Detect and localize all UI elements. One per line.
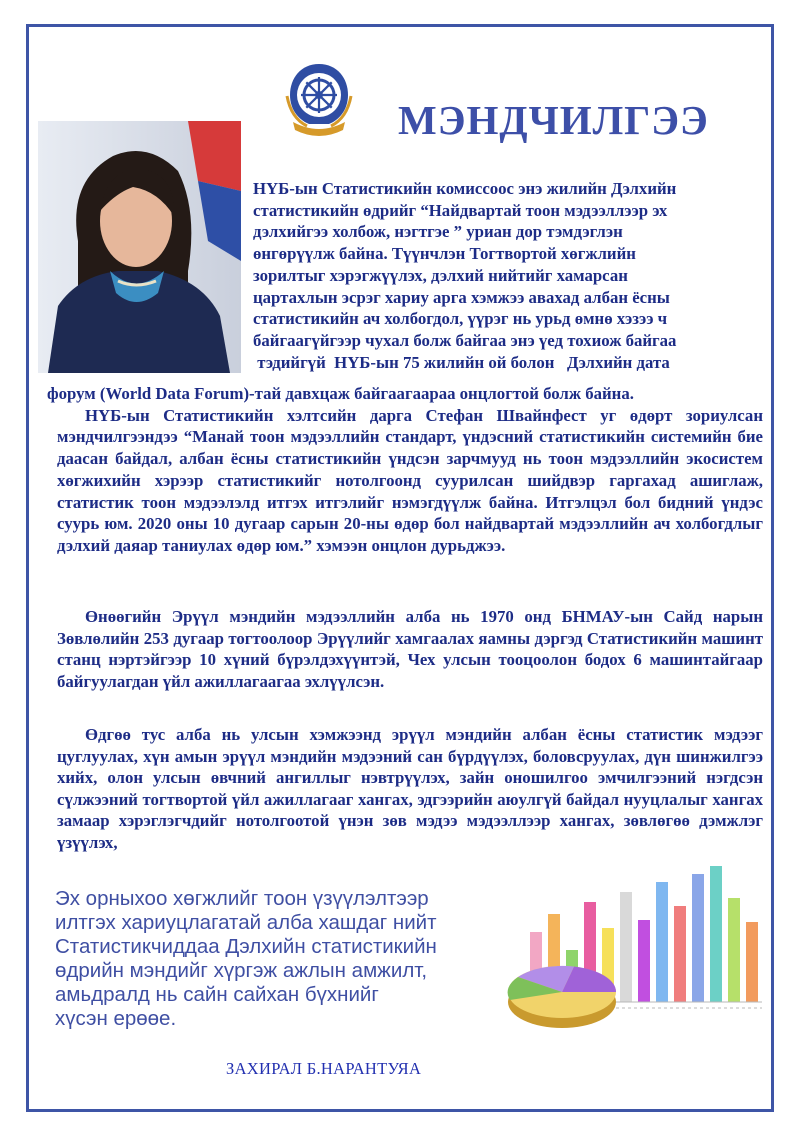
text-line: зорилтыг хэрэгжүүлэх, дэлхий нийтийг хамарсан <box>253 265 628 285</box>
text-line: статистикийн өдрийг “Найдвартай тоон мэдээллээр эх <box>253 200 668 220</box>
paragraph-one <box>47 383 763 557</box>
decorative-pie <box>508 966 616 1028</box>
text-line: форум (World Data Forum)-тай давхцаж байгаагаараа онцлогтой болж байна. <box>47 384 634 403</box>
text-line: НҮБ-ын Статистикийн комиссоос энэ жилийн Дэлхийн <box>253 179 677 198</box>
greeting-line: амьдралд нь сайн сайхан бүхнийг <box>55 983 379 1006</box>
paragraph-one-body: НҮБ-ын Статистикийн хэлтсийн дарга Стефан Швайнфест уг өдөрт зориулсан мэндчилгээндээ “Манай тоон мэдээллийн стандарт, үндэсний статистикийн системийн бие даасан байдал, албан ёсны статистикийн үндсэн зарчмууд нь тоон мэдээллийн экосистем хөгжихийн хэрээр статистикийг нотолгоонд суурилсан шийдвэр гаргахад ашиглаж, статистик тоон мэдээлэлд итгэх итгэлийг нэмэгдүүлж байна. Итгэлцэл бол бидний үндэс суурь юм. 2020 оны 10 дугаар сарын 20-ны өдөр бол найдвартай мэдээллийн ач холбогдлыг дэлхий даяар таниулах өдөр юм.” хэмээн онцлон дурьджээ. <box>57 405 763 555</box>
text-line: өнгөрүүлж байна. Түүнчлэн Тогтвортой хөгжлийн <box>253 244 636 264</box>
paragraph-three: Өдгөө тус алба нь улсын хэмжээнд эрүүл мэндийн албан ёсны статистик мэдээг цуглуулах, хүн амын эрүүл мэндийн мэдээний сан бүрдүүлэх, боловсруулах, дүн шинжилгээ хийх, олон улсын өвчний ангиллыг нэвтрүүлэх, зайн оношилгоо эмчилгээний нэгдсэн сүлжээний тогтвортой үйл ажиллагааг хангах, эдгээрийн аюулгүй байдал нууцлалыг хангах замаар хэрэглэгчдийг нотолгоотой үнэн зөв мэдээ мэдээллээр хангах, зөвлөгөө дэмжлэг үзүүлэх, <box>57 725 763 852</box>
greeting-line: Эх орныхоо хөгжлийг тоон үзүүлэлтээр <box>55 887 429 910</box>
text-line: статистикийн ач холбогдол, үүрэг нь урьд өмнө хэзээ ч <box>253 309 668 329</box>
intro-paragraph <box>253 178 763 373</box>
portrait-photo <box>38 121 241 373</box>
text-line: байгаагүйгээр чухал болж байгаа энэ үед тохиож байгаа <box>253 330 677 350</box>
text-line: тэдийгүй НҮБ-ын 75 жилийн ой болон Дэлхийн дата <box>253 352 670 372</box>
greeting-message <box>55 887 515 1031</box>
greeting-line: хүсэн ерөөе. <box>55 1007 177 1030</box>
bar-chart-pie-illustration-icon <box>500 862 770 1042</box>
paragraph-two: Өнөөгийн Эрүүл мэндийн мэдээллийн алба нь 1970 онд БНМАУ-ын Сайд нарын Зөвлөлийн 253 дугаар тогтоолоор Эрүүлийг хамгаалах яамны дэргэд Статистикийн машинт станц нэртэйгээр 10 хүний бүрэлдэхүүнтэй, Чех улсын тооцоолон бодох 6 машинтайгаар байгуулагдан үйл ажиллагаагаа эхлүүлсэн. <box>57 607 763 691</box>
portrait-photo-icon <box>38 121 241 373</box>
greeting-line: илтгэх хариуцлагатай алба хашдаг нийт <box>55 911 437 934</box>
text-line: дэлхийгээ холбож, нэгтгэе ” уриан дор тэмдэглэн <box>253 222 623 242</box>
greeting-line: өдрийн мэндийг хүргэж ажлын амжилт, <box>55 959 428 982</box>
dharma-wheel-emblem-icon <box>285 60 353 140</box>
signature: ЗАХИРАЛ Б.НАРАНТУЯА <box>226 1059 422 1078</box>
text-line: цартахлын эсрэг хариу арга хэмжээ авахад албан ёсны <box>253 287 670 307</box>
greeting-line: Статистикчиддаа Дэлхийн статистикийн <box>55 935 437 958</box>
page-title: МЭНДЧИЛГЭЭ <box>398 97 709 143</box>
